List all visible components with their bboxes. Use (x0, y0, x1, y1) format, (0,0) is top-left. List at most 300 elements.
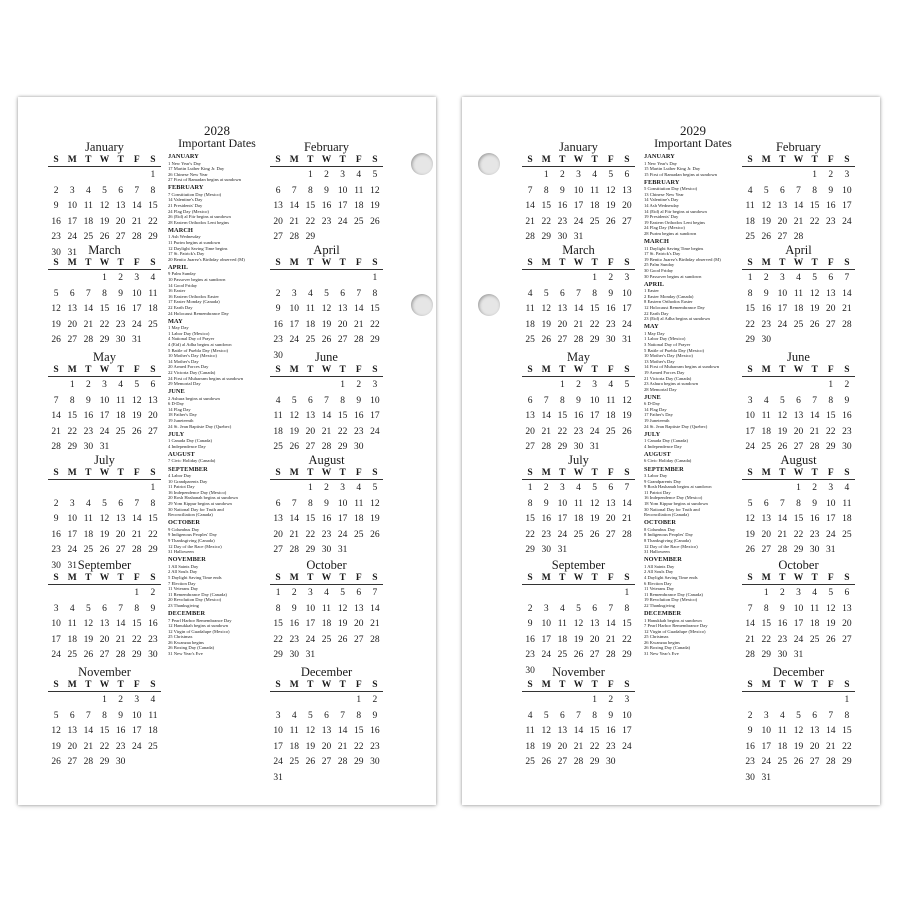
weekday-label: S (372, 573, 378, 583)
day-number: 25 (273, 442, 283, 452)
empty-cell (807, 693, 823, 709)
empty-cell (774, 378, 790, 394)
day-number: 25 (842, 529, 852, 540)
weekday-label: M (761, 573, 771, 583)
day-number: 2 (291, 588, 297, 598)
weekday-label: W (99, 680, 110, 690)
weekday-label: T (811, 365, 818, 375)
day-number: 3 (624, 695, 630, 705)
day-number: 4 (747, 185, 753, 196)
weekday-label: T (307, 258, 314, 268)
important-date-entry: 14 Ash Wednesday (644, 203, 680, 209)
day-number: 30 (115, 757, 126, 767)
day-number: 28 (826, 757, 836, 767)
day-number: 23 (557, 216, 568, 227)
month-name: October (778, 558, 819, 572)
day-number: 8 (150, 498, 156, 509)
weekday-label: F (607, 155, 614, 165)
day-number: 10 (842, 185, 852, 196)
day-number: 4 (592, 170, 597, 180)
month-december (270, 665, 383, 786)
important-date-entry: 6 D-Day (168, 401, 184, 407)
weekday-label: S (150, 365, 156, 375)
day-number: 12 (541, 726, 551, 736)
weekday-label: T (85, 365, 92, 375)
day-number: 24 (761, 757, 771, 767)
day-number: 10 (745, 411, 755, 421)
day-number: 6 (324, 710, 329, 721)
day-number: 1 (102, 695, 107, 705)
day-number: 2 (275, 288, 281, 299)
day-number: 17 (99, 411, 110, 421)
day-number: 25 (148, 319, 158, 330)
important-date-entry: 29 Memorial Day (168, 381, 201, 387)
empty-cell (807, 378, 823, 394)
day-number: 16 (83, 411, 94, 421)
weekday-label: S (844, 365, 850, 375)
weekday-label: T (559, 258, 566, 268)
day-number: 2 (608, 695, 614, 705)
day-number: 24 (51, 650, 61, 660)
day-number: 23 (370, 741, 380, 752)
important-date-entry: 17 Easter Monday (Canada) (168, 299, 220, 305)
month-name: July (94, 453, 115, 467)
weekday-header (742, 467, 855, 480)
day-number: 13 (525, 411, 535, 421)
month-february (742, 140, 855, 246)
day-number: 18 (761, 426, 771, 437)
weekday-label: S (747, 573, 753, 583)
day-number: 26 (809, 319, 820, 330)
important-date-entry: 12 Day of the Race (Mexico) (168, 543, 222, 549)
day-grid (270, 378, 383, 456)
day-number: 19 (305, 741, 316, 752)
day-number: 4 (275, 395, 281, 406)
weekday-label: T (307, 155, 314, 165)
important-date-entry: 13 Chinese New Year (644, 191, 684, 197)
weekday-label: W (793, 468, 804, 478)
day-number: 14 (51, 411, 61, 421)
day-number: 27 (67, 335, 77, 345)
day-number: 21 (354, 319, 364, 330)
day-number: 9 (543, 498, 549, 509)
important-date-entry: 28 Eastern Orthodox Lent begins (168, 219, 229, 225)
month-name: May (567, 350, 590, 364)
day-number: 17 (777, 304, 788, 314)
weekday-label: S (747, 258, 753, 268)
day-number: 12 (793, 726, 804, 736)
day-number: 31 (793, 650, 804, 660)
day-number: 29 (370, 335, 380, 345)
day-number: 18 (793, 304, 804, 314)
day-number: 22 (826, 426, 836, 437)
day-number: 13 (115, 514, 126, 524)
day-number: 26 (589, 529, 600, 540)
day-number: 13 (321, 726, 332, 736)
month-september (522, 558, 635, 679)
day-number: 29 (589, 335, 600, 345)
day-number: 1 (69, 380, 75, 390)
weekday-label: M (67, 365, 77, 375)
day-number: 21 (622, 514, 632, 524)
important-date-entry: 2 Easter Monday (Canada) (644, 293, 694, 299)
day-number: 25 (83, 545, 94, 555)
day-number: 3 (340, 170, 345, 180)
day-number: 7 (812, 395, 817, 406)
day-number: 6 (812, 710, 817, 721)
empty-cell (522, 586, 538, 602)
weekday-label: S (53, 680, 59, 690)
day-number: 22 (273, 634, 283, 645)
weekday-label: F (827, 468, 834, 478)
day-number: 16 (321, 201, 332, 211)
day-number: 12 (99, 514, 110, 524)
day-number: 5 (53, 710, 59, 721)
day-number: 12 (289, 411, 299, 421)
day-number: 21 (573, 741, 584, 752)
day-number: 7 (372, 588, 378, 598)
day-number: 3 (275, 710, 281, 721)
day-number: 30 (51, 247, 61, 258)
day-number: 29 (793, 545, 804, 555)
empty-cell (48, 378, 64, 394)
weekday-header (742, 364, 855, 377)
important-date-entry: 28 Memorial Day (644, 386, 677, 392)
empty-cell (554, 586, 570, 602)
day-number: 13 (273, 201, 283, 211)
weekday-label: T (85, 155, 92, 165)
empty-cell (570, 271, 586, 287)
weekday-label: F (355, 680, 362, 690)
month-may (48, 350, 161, 456)
important-date-entry: 24 St. Jean Baptiste Day (Quebec) (644, 423, 708, 429)
weekday-label: F (355, 258, 362, 268)
day-number: 26 (370, 529, 380, 540)
weekday-label: M (67, 468, 77, 478)
important-date-entry: 29 Yom Kippur begins at sundown (168, 501, 232, 506)
day-number: 4 (118, 380, 123, 390)
day-number: 24 (67, 232, 77, 242)
day-number: 5 (592, 483, 597, 493)
weekday-label: W (99, 365, 110, 375)
weekday-label: F (133, 573, 140, 583)
day-number: 17 (337, 514, 348, 524)
day-number: 25 (777, 757, 788, 767)
day-number: 28 (573, 757, 584, 767)
empty-cell (522, 378, 538, 394)
empty-cell (742, 168, 758, 184)
important-date-entry: 8 Indigenous Peoples' Day (644, 532, 693, 538)
important-date-entry: 26 (Eid) al Fitr begins at sundown (168, 214, 231, 220)
day-number: 27 (273, 545, 283, 555)
day-number: 15 (761, 619, 771, 629)
weekday-label: S (150, 468, 156, 478)
important-date-entry: 17 Martin Luther King Jr. Day (168, 166, 225, 172)
weekday-label: S (844, 155, 850, 165)
empty-cell (302, 693, 318, 709)
weekday-label: W (573, 155, 584, 165)
month-july (522, 453, 635, 559)
day-number: 20 (99, 634, 110, 645)
empty-cell (286, 378, 302, 394)
weekday-label: F (607, 468, 614, 478)
important-date-entry: 14 Flag Day (168, 406, 191, 412)
day-number: 22 (354, 741, 364, 752)
day-number: 11 (116, 395, 126, 406)
important-date-entry: 12 Day of the Race (Mexico) (644, 543, 698, 549)
weekday-header (742, 679, 855, 692)
day-number: 24 (573, 216, 584, 227)
day-number: 6 (69, 710, 75, 721)
day-number: 30 (115, 335, 126, 345)
important-date-entry: 11 Purim begins at sundown (168, 240, 221, 246)
day-number: 7 (324, 395, 329, 406)
day-number: 21 (51, 426, 61, 437)
weekday-header (48, 467, 161, 480)
day-number: 19 (826, 619, 836, 629)
day-number: 6 (779, 185, 785, 196)
weekday-label: F (827, 258, 834, 268)
weekday-label: F (607, 365, 614, 375)
important-date-entry: 28 Purim begins at sundown (644, 231, 697, 237)
day-grid (48, 271, 161, 349)
important-date-entry: 14 Flag Day (644, 406, 667, 412)
empty-cell (48, 168, 64, 184)
day-number: 22 (589, 319, 600, 330)
day-number: 14 (745, 619, 755, 629)
day-number: 19 (370, 514, 380, 524)
day-number: 25 (321, 634, 332, 645)
day-number: 23 (51, 545, 61, 555)
day-number: 27 (115, 232, 126, 242)
day-number: 17 (51, 634, 61, 645)
day-number: 2 (53, 498, 59, 509)
weekday-label: M (67, 258, 77, 268)
day-number: 24 (305, 634, 316, 645)
important-month-heading: APRIL (644, 280, 665, 288)
day-number: 20 (826, 304, 836, 314)
day-number: 28 (321, 442, 332, 452)
empty-cell (538, 693, 554, 709)
day-number: 27 (337, 335, 348, 345)
day-number: 9 (779, 603, 785, 614)
empty-cell (286, 168, 302, 184)
day-number: 12 (83, 619, 94, 629)
day-number: 29 (273, 650, 283, 660)
day-number: 29 (148, 232, 158, 242)
day-number: 17 (132, 726, 142, 736)
month-name: June (787, 350, 810, 364)
day-number: 14 (777, 514, 788, 524)
year-title: 2028 (204, 123, 230, 138)
important-date-entry: 22 Earth Day (644, 310, 669, 316)
day-number: 7 (747, 603, 753, 614)
month-name: May (93, 350, 116, 364)
day-number: 17 (67, 216, 77, 227)
day-number: 10 (370, 395, 380, 406)
empty-cell (742, 586, 758, 602)
day-number: 11 (557, 619, 567, 629)
day-number: 11 (842, 498, 852, 509)
binder-hole (478, 294, 500, 316)
day-number: 16 (51, 216, 61, 227)
day-number: 10 (67, 514, 77, 524)
day-number: 19 (777, 426, 788, 437)
weekday-label: S (624, 680, 630, 690)
day-number: 2 (356, 380, 362, 390)
important-dates-panel (644, 124, 742, 657)
day-number: 3 (779, 273, 785, 283)
day-number: 28 (745, 650, 755, 660)
day-number: 17 (557, 514, 568, 524)
day-grid (742, 693, 855, 786)
day-number: 2 (779, 588, 785, 598)
day-number: 11 (148, 288, 158, 299)
day-number: 2 (150, 588, 156, 598)
day-number: 19 (745, 529, 755, 540)
weekday-label: W (793, 155, 804, 165)
month-april (270, 243, 383, 364)
day-number: 11 (321, 603, 332, 614)
month-october (270, 558, 383, 664)
day-number: 30 (83, 442, 94, 452)
day-number: 30 (557, 232, 568, 242)
day-number: 18 (557, 634, 568, 645)
day-number: 1 (844, 695, 850, 705)
weekday-label: T (307, 468, 314, 478)
day-number: 5 (372, 170, 378, 180)
month-name: January (559, 140, 598, 154)
day-number: 6 (608, 483, 614, 493)
day-number: 4 (576, 483, 581, 493)
important-date-entry: 16 Independence Day (Mexico) (168, 489, 227, 495)
day-grid (522, 168, 635, 246)
important-date-entry: Reconciliation (Canada) (644, 512, 689, 518)
day-number: 15 (132, 619, 142, 629)
day-number: 25 (67, 650, 77, 660)
month-april (742, 243, 855, 349)
month-name: September (77, 558, 132, 572)
important-date-entry: 10 Grandparents Day (168, 478, 208, 484)
empty-cell (64, 168, 80, 184)
day-number: 13 (148, 395, 158, 406)
day-number: 31 (589, 442, 600, 452)
important-date-entry: 20 Armed Forces Day (168, 364, 209, 370)
day-number: 18 (273, 426, 283, 437)
day-number: 11 (305, 304, 315, 314)
day-number: 19 (809, 304, 820, 314)
day-number: 30 (606, 335, 616, 345)
important-month-heading: MARCH (644, 238, 669, 246)
day-number: 13 (606, 498, 616, 509)
day-number: 23 (115, 319, 126, 330)
day-number: 22 (305, 529, 316, 540)
day-number: 17 (622, 304, 632, 314)
day-number: 24 (289, 335, 299, 345)
weekday-label: S (527, 155, 533, 165)
day-number: 22 (370, 319, 380, 330)
day-number: 12 (573, 619, 584, 629)
important-date-entry: 1 New Year's Day (644, 160, 677, 166)
important-date-entry: 1 Labor Day (Mexico) (168, 330, 210, 336)
day-number: 12 (622, 395, 632, 406)
day-number: 15 (305, 201, 316, 211)
day-number: 9 (828, 185, 834, 196)
day-number: 22 (622, 634, 632, 645)
day-number: 27 (321, 757, 332, 767)
weekday-label: F (355, 468, 362, 478)
day-number: 10 (777, 288, 788, 299)
important-date-entry: Reconciliation (Canada) (168, 512, 213, 518)
empty-cell (286, 693, 302, 709)
important-date-entry: 4 Independence Day (168, 443, 206, 449)
empty-cell (603, 586, 619, 602)
day-number: 12 (370, 185, 380, 196)
day-number: 3 (69, 185, 75, 196)
important-date-entry: 8 Thanksgiving (Canada) (644, 537, 691, 543)
day-number: 19 (793, 741, 804, 752)
weekday-header (742, 572, 855, 585)
day-number: 10 (761, 726, 771, 736)
empty-cell (570, 586, 586, 602)
day-number: 11 (525, 304, 535, 314)
empty-cell (48, 693, 64, 709)
day-number: 23 (83, 426, 94, 437)
weekday-label: S (844, 680, 850, 690)
important-date-entry: 19 Eastern Orthodox Lent begins (644, 219, 705, 225)
important-date-entry: 11 Daylight Saving Time begins (644, 245, 704, 251)
day-number: 26 (541, 757, 551, 767)
day-number: 14 (573, 304, 584, 314)
day-number: 8 (624, 603, 630, 614)
empty-cell (64, 693, 80, 709)
day-number: 12 (321, 304, 332, 314)
day-number: 12 (777, 411, 788, 421)
day-number: 8 (150, 185, 156, 196)
empty-cell (270, 168, 286, 184)
day-number: 11 (777, 726, 787, 736)
important-date-entry: 5 Battle of Puebla Day (Mexico) (168, 347, 229, 353)
day-number: 14 (525, 201, 535, 211)
empty-cell (129, 168, 145, 184)
important-month-heading: JUNE (168, 388, 185, 396)
day-number: 16 (809, 514, 820, 524)
day-number: 15 (557, 411, 568, 421)
day-number: 30 (525, 665, 535, 676)
important-date-entry: 24 Flag Day (Mexico) (168, 208, 209, 214)
day-number: 28 (132, 545, 142, 555)
important-date-entry: 1 Labor Day (Mexico) (644, 336, 686, 342)
day-number: 11 (793, 288, 804, 299)
day-number: 29 (148, 545, 158, 555)
day-number: 21 (115, 634, 126, 645)
important-month-heading: AUGUST (168, 450, 195, 458)
day-number: 27 (761, 545, 771, 555)
day-number: 6 (592, 603, 597, 614)
important-date-entry: 24 Flag Day (Mexico) (644, 225, 685, 231)
weekday-label: S (747, 155, 753, 165)
weekday-header (522, 679, 635, 692)
day-number: 10 (337, 185, 348, 196)
day-number: 10 (589, 395, 600, 406)
day-number: 21 (606, 634, 616, 645)
weekday-label: S (372, 680, 378, 690)
day-number: 18 (525, 741, 535, 752)
day-number: 1 (592, 695, 597, 705)
weekday-label: S (275, 468, 281, 478)
day-number: 8 (69, 395, 75, 406)
important-date-entry: 22 Earth Day (168, 304, 193, 310)
